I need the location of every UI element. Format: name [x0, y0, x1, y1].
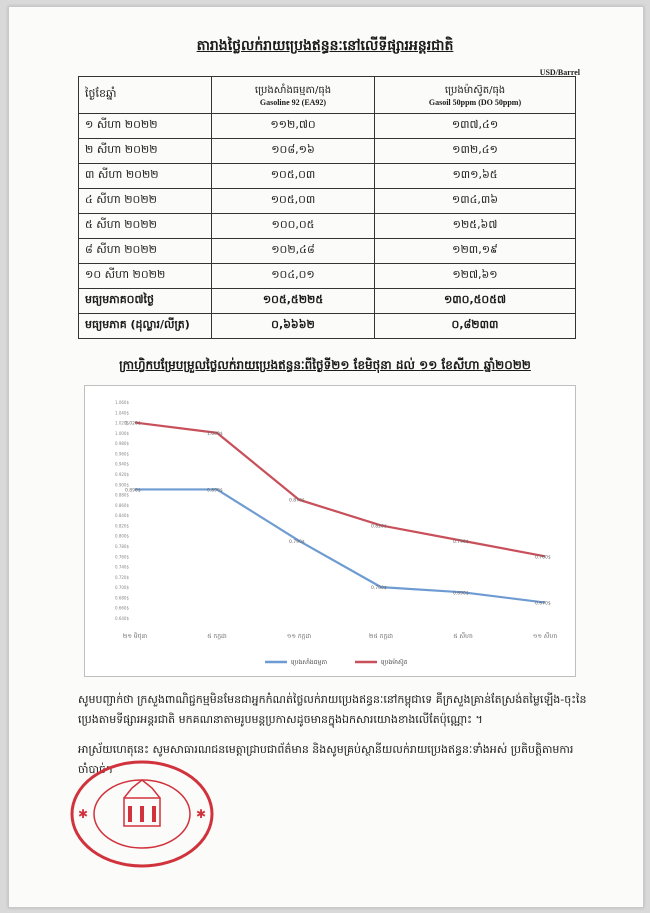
- cell-gasoline: ១០៤,០១: [212, 264, 375, 289]
- table-row: [79, 239, 576, 264]
- line-chart-svg: [85, 386, 575, 676]
- average-litre-label: មធ្យមភាគ (ដុល្លារ/លីត្រ): [79, 314, 212, 339]
- cell-gasoline: ១០៨,១៦: [212, 139, 375, 164]
- cell-gasoline: ១១២,៧០: [212, 114, 375, 139]
- table-row: [79, 189, 576, 214]
- price-table: [78, 76, 576, 339]
- data-label: 0.790$: [453, 539, 469, 545]
- cell-diesel: ១២៣,១៩: [375, 239, 576, 264]
- cell-date: ២ សីហា ២០២២: [79, 139, 212, 164]
- y-tick-label: 0.660$: [115, 605, 129, 611]
- data-label: 0.820$: [371, 524, 387, 530]
- average-litre-row: [79, 314, 576, 339]
- header-diesel-kh: ប្រេងម៉ាស៊ូត/ធុង: [444, 85, 506, 96]
- y-tick-label: 0.640$: [115, 616, 129, 621]
- cell-diesel: ១២៥,៦៧: [375, 214, 576, 239]
- data-label: 0.760$: [535, 555, 551, 561]
- data-label: 0.870$: [289, 498, 305, 504]
- y-tick-label: 0.960$: [115, 451, 129, 457]
- y-tick-label: 0.840$: [115, 513, 129, 519]
- cell-date: ១០ សីហា ២០២២: [79, 264, 212, 289]
- data-label: 0.890$: [207, 488, 223, 494]
- data-label: 0.700$: [371, 586, 387, 592]
- unit-label: USD/Barrel: [539, 68, 580, 77]
- y-tick-label: 1.060$: [115, 400, 129, 405]
- cell-date: ១ សីហា ២០២២: [79, 114, 212, 139]
- y-tick-label: 1.040$: [115, 410, 129, 416]
- y-tick-label: 0.980$: [115, 441, 129, 447]
- table-row: [79, 139, 576, 164]
- table-row: [79, 114, 576, 139]
- cell-gasoline: ១០៥,០៣: [212, 189, 375, 214]
- cell-gasoline: ១០៥,០៣: [212, 164, 375, 189]
- table-row: [79, 214, 576, 239]
- y-tick-label: 0.900$: [115, 482, 129, 488]
- y-tick-label: 0.740$: [115, 564, 129, 570]
- y-tick-label: 0.820$: [115, 523, 129, 529]
- cell-date: ៥ សីហា ២០២២: [79, 214, 212, 239]
- cell-date: ៤ សីហា ២០២២: [79, 189, 212, 214]
- y-tick-label: 0.760$: [115, 554, 129, 560]
- table-row: [79, 164, 576, 189]
- y-tick-label: 0.860$: [115, 502, 129, 508]
- cell-diesel: ១៣៧,៤១: [375, 114, 576, 139]
- header-gasoline: [212, 77, 375, 114]
- average-diesel: ១៣០,៥០៥៧: [375, 289, 576, 314]
- series-line: [135, 489, 545, 602]
- y-tick-label: 1.000$: [115, 430, 129, 436]
- y-tick-label: 0.700$: [115, 585, 129, 591]
- average-label: មធ្យមភាគ០៧ថ្ងៃ: [79, 289, 212, 314]
- x-tick-label: ២៥ កក្កដា: [368, 633, 394, 640]
- header-gasoline-en: Gasoline 92 (EA92): [259, 98, 327, 107]
- cell-date: ៨ សីហា ២០២២: [79, 239, 212, 264]
- header-date: ថ្ងៃខែឆ្នាំ: [79, 77, 212, 114]
- legend-label: ប្រេងសាំងធម្មតា: [291, 659, 328, 666]
- data-label: 0.790$: [289, 539, 305, 545]
- x-tick-label: ២១ មិថុនា: [122, 633, 148, 640]
- cell-diesel: ១៣២,៤១: [375, 139, 576, 164]
- closing-paragraph: អាស្រ័យហេតុនេះ សូមសាធារណជនមេត្តាជ្រាបជាព័ត៌មាន និងសូមគ្រប់ស្ថានីយលក់រាយប្រេងឥន្ធនៈទាំងអស់ ប្រតិបត្តិតាមការចាំបាច់។: [78, 743, 574, 776]
- chart-title: ក្រាហ្វិកបម្រែបម្រួលថ្លៃលក់រាយប្រេងឥន្ធនៈពីថ្ងៃទី២១ ខែមិថុនា ដល់ ១១ ខែសីហា ឆ្នាំ២០២២: [119, 358, 531, 372]
- header-diesel: [375, 77, 576, 114]
- header-diesel-en: Gasoil 50ppm (DO 50ppm): [428, 98, 522, 107]
- x-tick-label: ៥ កក្កដា: [207, 633, 227, 640]
- cell-gasoline: ១០០,០៥: [212, 214, 375, 239]
- svg-text:✱: ✱: [196, 807, 207, 821]
- x-tick-label: ៥ សីហា: [453, 633, 473, 640]
- y-tick-label: 0.780$: [115, 544, 129, 549]
- y-tick-label: 0.940$: [115, 461, 129, 467]
- cell-diesel: ១៣៤,៣៦: [375, 189, 576, 214]
- data-label: 0.670$: [535, 601, 551, 607]
- x-tick-label: ១១ សីហា: [532, 633, 558, 640]
- table-header-row: [79, 77, 576, 114]
- y-tick-label: 0.800$: [115, 533, 129, 539]
- svg-text:✱: ✱: [78, 807, 89, 821]
- legend-label: ប្រេងម៉ាស៊ូត: [381, 659, 408, 666]
- data-label: 1.000$: [207, 431, 223, 437]
- header-gasoline-kh: ប្រេងសាំងធម្មតា/ធុង: [254, 85, 332, 96]
- data-label: 0.890$: [125, 488, 141, 494]
- average-row: [79, 289, 576, 314]
- data-label: 0.690$: [453, 591, 469, 597]
- average-litre-gasoline: ០,៦៦៦២: [212, 314, 375, 339]
- ministry-seal: [68, 758, 216, 870]
- y-tick-label: 0.680$: [115, 595, 129, 601]
- x-tick-label: ១១ កក្កដា: [286, 633, 312, 640]
- document-title: តារាងថ្លៃលក់រាយប្រេងឥន្ធនៈនៅលើទីផ្សារអន្តរជាតិ: [196, 38, 454, 54]
- y-tick-label: 0.920$: [115, 472, 129, 477]
- y-tick-label: 0.720$: [115, 574, 129, 580]
- data-label: 1.020$: [125, 421, 141, 427]
- note-paragraph: សូមបញ្ជាក់ថា ក្រសួងពាណិជ្ជកម្មមិនមែនជាអ្នកកំណត់ថ្លៃលក់រាយប្រេងឥន្ធនៈនៅកម្ពុជាទេ គឺក្រសួងគ្រាន់តែស្រង់តម្លៃឡើង-ចុះនៃប្រេងតាមទីផ្សារអន្តរជាតិ មកគណនាតាមរូបមន្តប្រកាសដូចមានក្នុងឯកសារយោងខាងលើតែប៉ុណ្ណោះ ។: [78, 693, 587, 726]
- average-gasoline: ១០៥,៥២២៥: [212, 289, 375, 314]
- cell-date: ៣ សីហា ២០២២: [79, 164, 212, 189]
- cell-gasoline: ១០២,៤៨: [212, 239, 375, 264]
- average-litre-diesel: ០,៨២៣៣: [375, 314, 576, 339]
- y-tick-label: 0.880$: [115, 492, 129, 498]
- y-tick-label: 1.020$: [115, 420, 129, 426]
- cell-diesel: ១២៧,៦១: [375, 264, 576, 289]
- line-chart: [84, 385, 576, 677]
- table-row: [79, 264, 576, 289]
- cell-diesel: ១៣១,៦៥: [375, 164, 576, 189]
